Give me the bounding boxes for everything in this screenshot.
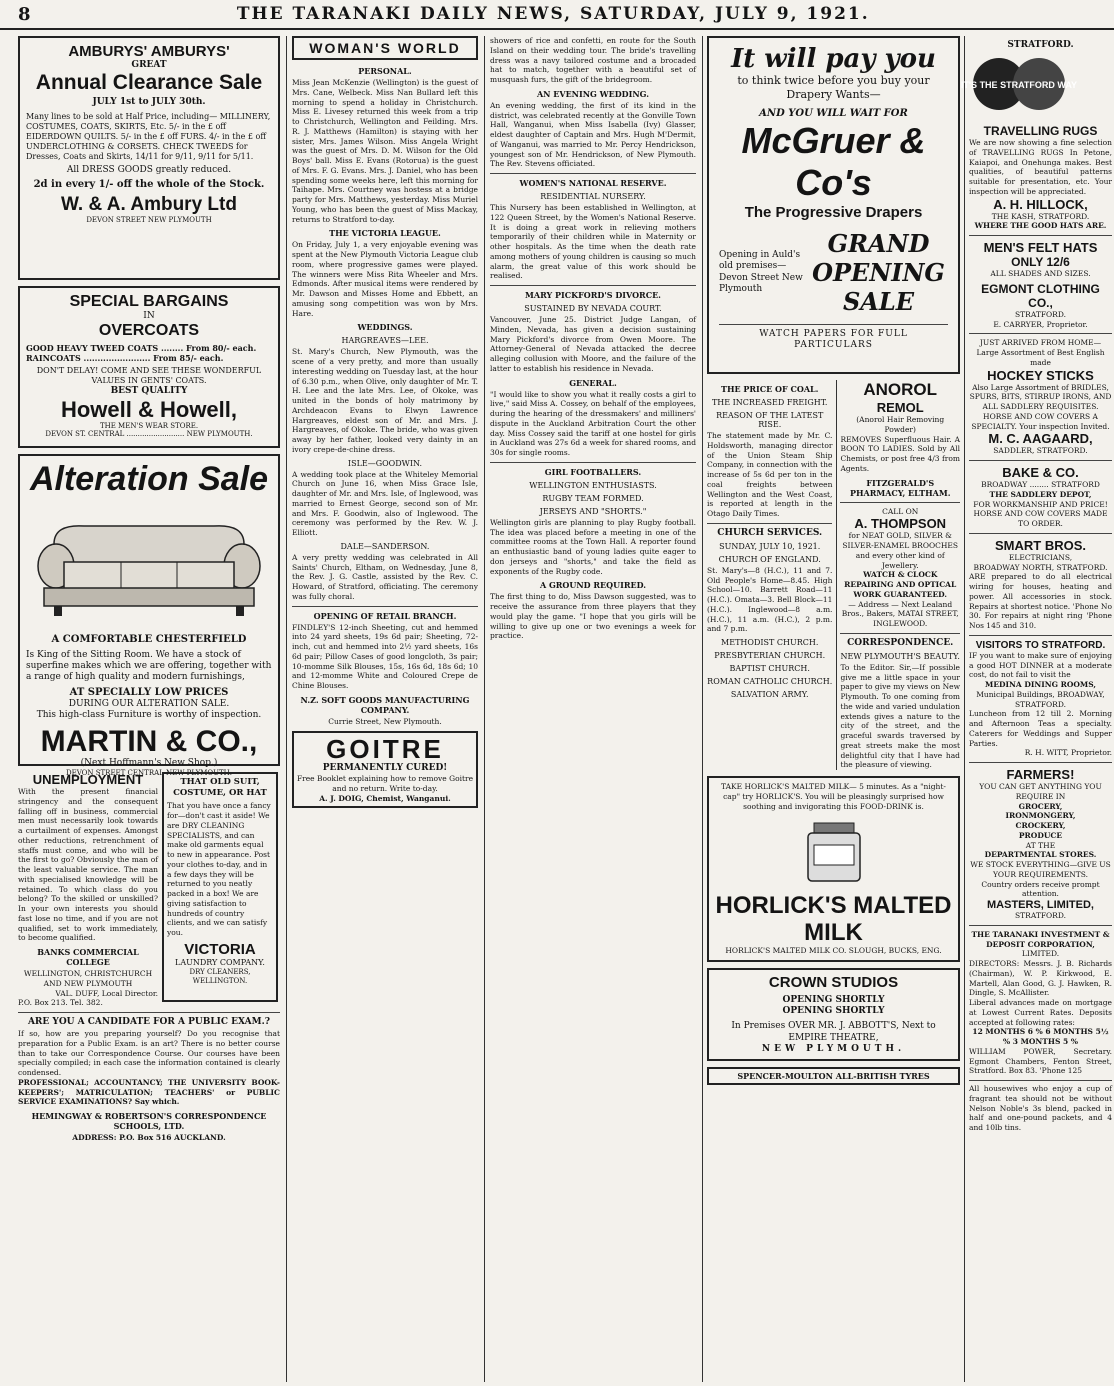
article-subheading: ROMAN CATHOLIC CHURCH. bbox=[707, 677, 833, 686]
ad-line: AT SPECIALLY LOW PRICES bbox=[69, 686, 229, 698]
ad-body: We are now showing a fine selection of TRAVELLING RUGS In Petone, Kaiapoi, and Onehunga makes. Best qualities, of beautiful patterns suitable for presentation, etc. Your inspection will be appreciated. bbox=[969, 138, 1112, 196]
horlicks-jar-icon bbox=[774, 815, 894, 885]
ad-line: DURING OUR ALTERATION SALE. bbox=[68, 699, 230, 710]
price: ONLY 12/6 bbox=[1011, 255, 1070, 269]
product-line: GROCERY, bbox=[1018, 801, 1063, 811]
column-5-stratford bbox=[960, 36, 1112, 1382]
article-heading: WEDDINGS. bbox=[357, 322, 413, 333]
grand-opening-sale: GRAND OPENING SALE bbox=[812, 229, 945, 316]
ad-body: If so, how are you preparing yourself? Do you recognise that preparation for a Public Exam. is an art? There is no better course than to take our Correspondence Course. Our courses have been specially compiled; in each case the information contained is clearly condensed. bbox=[18, 1029, 280, 1077]
firm-name-line: LAUNDRY COMPANY. bbox=[175, 957, 265, 967]
page-number: 8 bbox=[18, 3, 31, 25]
firm-proprietor: R. H. WITT, Proprietor. bbox=[1024, 748, 1112, 758]
ad-body: Many lines to be sold at Half Price, including— MILLINERY, COSTUMES, COATS, SKIRTS, Etc. 5/- in the £ off EIDERDOWN QUILTS. 5/- in the £ off FURS. 4/- in the £ off UNDERCLOTHING & CORSETS. CHECK TWEEDS for Dresses, Coats and Skirts, 14/11 for 9/11, 9/11 for 5/11. bbox=[26, 111, 271, 161]
masthead bbox=[0, 0, 1114, 30]
section-header bbox=[292, 36, 478, 60]
price-line: GOOD HEAVY TWEED COATS ........ From 80/- each. bbox=[26, 343, 257, 354]
article-heading: CHURCH SERVICES. bbox=[717, 527, 823, 538]
victoria-laundry-ad bbox=[162, 772, 278, 1002]
article-body: An evening wedding, the first of its kind in the district, was celebrated recently at the Gonville Town Hall, Wanganui, when Miss Isabella (Ivy) Glasser, eldest daughter of Captain and Mrs. Hugh M'Dermit, of Wanganui, was married to Mr. Percy Hendrickson, youngest son of Mr. Hendrickson, of New Plymouth. The Rev. Stevens officiated. bbox=[490, 100, 696, 169]
article-body: On Friday, July 1, a very enjoyable evening was spent at the New Plymouth Victoria League club room, where progressive games were played. The winners were Miss Rita Wheeler and Mrs. Edmonds. After musical items were rendered by Mr. Dawson and Misses Home and Ebbett, an amusing song competition was won by Mrs. Hare. bbox=[292, 240, 478, 318]
ad-line: Country orders receive prompt attention. bbox=[981, 879, 1100, 899]
firm-name: A. THOMPSON bbox=[854, 516, 947, 532]
mcgruer-ad bbox=[707, 36, 960, 374]
article-heading: GENERAL. bbox=[569, 377, 617, 388]
ad-body: IF you want to make sure of enjoying a good HOT DINNER at a moderate cost, do not fail to visit the bbox=[969, 650, 1112, 680]
ad-title: HOCKEY STICKS bbox=[987, 367, 1094, 383]
article-subheading: SALVATION ARMY. bbox=[730, 690, 809, 699]
column-4 bbox=[702, 36, 960, 1382]
spencer-moulton-ad bbox=[707, 1067, 960, 1085]
firm-address: SADDLER, STRATFORD. bbox=[993, 446, 1088, 456]
firm-address: BROADWAY ........ STRATFORD bbox=[981, 480, 1100, 489]
ad-line: DON'T DELAY! COME AND SEE THESE WONDERFUL VALUES IN GENTS' COATS. bbox=[36, 366, 262, 386]
article-subheading: HARGREAVES—LEE. bbox=[341, 336, 429, 346]
ad-title: ANOROL bbox=[863, 380, 938, 399]
firm-name: MARTIN & CO., bbox=[40, 724, 258, 758]
article-body: "I would like to show you what it really costs a girl to live," said Miss A. Cossey, on behalf of the employees, during the hearing of the dressmakers' and milliners' dispute in the Auckland Arbitration Court the other day. Miss Cossey said the tariff at one hostel for girls in Auckland was 27s 6d a week for shared rooms, and 30s for single rooms. bbox=[490, 389, 696, 457]
article-heading: A GROUND REQUIRED. bbox=[539, 580, 647, 591]
firm-address: DEVON STREET NEW PLYMOUTH bbox=[86, 216, 212, 225]
article-subheading: WELLINGTON ENTHUSIASTS. bbox=[529, 480, 657, 490]
chesterfield-sofa-illustration bbox=[34, 504, 264, 624]
firm-tagline: The Progressive Drapers bbox=[744, 204, 923, 221]
ad-title: TRAVELLING RUGS bbox=[983, 124, 1098, 138]
article-subheading: BAPTIST CHURCH. bbox=[729, 664, 810, 673]
article-heading: AN EVENING WEDDING. bbox=[536, 88, 650, 99]
firm-address: DEVON ST. CENTRAL .......................... NEW PLYMOUTH. bbox=[45, 430, 253, 439]
firm-address: DEVON STREET CENTRAL NEW PLYMOUTH. bbox=[65, 768, 233, 777]
firm-name: MASTERS, LIMITED, bbox=[987, 899, 1094, 911]
ad-body: Is King of the Sitting Room. We have a stock of superfine makes which we are offering, together with a range of high quality and modern furnishings, bbox=[26, 649, 272, 683]
article-subheading: RUGBY TEAM FORMED. bbox=[542, 493, 644, 503]
ad-subheading: to think twice before you buy your Drapery Wants— bbox=[737, 74, 930, 101]
article-body: showers of rice and confetti, en route for the South Island on their wedding tour. The bride's travelling dress was a navy tailored costume and a brocaded hat to match, together with a beautiful set of musquash furs, the gift of the bridegroom. bbox=[490, 36, 696, 84]
column-4-split bbox=[707, 380, 960, 770]
ad-title: THAT OLD SUIT, COSTUME, OR HAT bbox=[173, 777, 267, 798]
firm-name: VICTORIA bbox=[184, 940, 256, 958]
column-1-ads bbox=[18, 36, 280, 1382]
ad-line: OPENING SHORTLY bbox=[782, 1006, 885, 1017]
ad-line: WATCH PAPERS FOR FULL PARTICULARS bbox=[719, 324, 948, 352]
opening-address: Opening in Auld's old premises— Devon Street New Plymouth bbox=[719, 250, 803, 294]
product-line: IRONMONGERY, bbox=[1005, 811, 1076, 821]
tea-notice: All housewives who enjoy a cup of fragrant tea should not be without Nelson Noble's 3s blend, packed in half and one-pound packets, and 4 and 10lb tins. bbox=[969, 1084, 1112, 1132]
firm-address: DRY CLEANERS, WELLINGTON. bbox=[189, 967, 251, 985]
ad-body: FOR WORKMANSHIP AND PRICE! HORSE AND COW COVERS MADE TO ORDER. bbox=[973, 499, 1108, 528]
article-body: To the Editor. Sir,—If possible give me a little space in your paper to give my views on New Plymouth. To one coming from the wide and varied undulation extends gives a nature to the city of the street, and the graceful swards traversed by great streets make the most delightful city that I have had the pleasure of viewing. bbox=[840, 662, 960, 770]
ad-title: Alteration Sale bbox=[29, 460, 269, 498]
firm-trade: ELECTRICIANS, bbox=[1008, 552, 1073, 562]
firm-name: MEDINA DINING ROOMS, bbox=[985, 680, 1096, 689]
firm-name: N.Z. SOFT GOODS MANUFACTURING COMPANY. bbox=[300, 694, 470, 715]
article-subheading: DALE—SANDERSON. bbox=[340, 541, 430, 551]
ad-title: OPENING OF RETAIL BRANCH. bbox=[313, 610, 457, 621]
directors: DIRECTORS: Messrs. J. B. Richards (Chairman), W. P. Kirkwood, E. Martell, Alan Good, G. J. Hawken, R. Dingle, S. McAllister. bbox=[969, 959, 1112, 998]
article-subheading: METHODIST CHURCH. bbox=[721, 638, 819, 647]
article-subheading: SUNDAY, JULY 10, 1921. bbox=[719, 541, 821, 551]
article-body: This Nursery has been established in Wellington, at 122 Queen Street, by the Women's National Reserve. It is doing a great work in relieving mothers temporarily of their children while in Maternity or other hospitals. As the time when the death rate among mothers of young children is causing so much alarm, the great value of this work should be realised. bbox=[490, 203, 696, 281]
exam-ad bbox=[18, 1017, 280, 1143]
ad-title: MEN'S FELT HATS bbox=[983, 240, 1098, 255]
deposit-rates: 12 MONTHS 6 % 6 MONTHS 5½ % 3 MONTHS 5 % bbox=[972, 1027, 1109, 1046]
horlicks-ad bbox=[707, 776, 960, 962]
column-4-left bbox=[707, 380, 832, 770]
section-title: WOMAN'S WORLD bbox=[309, 40, 461, 56]
article-body: Wellington girls are planning to play Rugby football. The idea was placed before a meeting in one of the committee rooms at the Town Hall. A reporter found an enthusiastic band of young ladies quite eager to don jerseys and "shorts," and take the field as exponents of the Rugby code. bbox=[490, 517, 696, 576]
ad-body: That you have once a fancy for—don't cast it aside! We are DRY CLEANING SPECIALISTS, and can make old garments equal to new in appearance. Post your clothes to-day, and in a few days they will be returned to you neatly packed in a box! We are giving satisfaction to hundreds of country clients, and we can satisfy you. bbox=[167, 801, 271, 937]
section-title: STRATFORD. bbox=[1007, 40, 1074, 50]
felt-hats-ad bbox=[969, 236, 1112, 334]
ad-body: Luncheon from 12 till 2. Morning and Afternoon Teas a specialty. Caterers for Weddings and Supper Parties. bbox=[969, 709, 1112, 748]
opening-row bbox=[719, 229, 948, 316]
logo-text: IT'S THE STRATFORD WAY bbox=[960, 80, 1078, 90]
article-heading: WOMEN'S NATIONAL RESERVE. bbox=[519, 178, 667, 188]
article-subheading: NEW PLYMOUTH'S BEAUTY. bbox=[840, 651, 960, 661]
ad-title: Annual Clearance Sale bbox=[35, 71, 263, 95]
product-line: PRODUCE bbox=[1018, 830, 1063, 840]
article-body: St. Mary's Church, New Plymouth, was the scene of a very pretty, and more than usually interesting wedding on Tuesday last, at the hour of 6.30 p.m., when Olive, only daughter of Mr. T. H. Lee and the late Mrs. Lee, of Okoke, was united in the bonds of holy matrimony by Archdeacon Evans to Elwyn Lawrence Hargreaves, eldest son of Mr. and Mrs. J. Hargreaves, of Okoke. The bride, who was given away by her father, looked very dainty in an ivory crepe-de-chine dress. bbox=[292, 347, 478, 454]
ad-heading: AMBURYS' AMBURYS' bbox=[68, 43, 230, 60]
amburys-ad bbox=[18, 36, 280, 280]
firm-name: CROWN STUDIOS bbox=[768, 973, 899, 991]
sale-dates: JULY 1st to JULY 30th. bbox=[92, 97, 206, 108]
article-subheading: JERSEYS AND "SHORTS." bbox=[539, 506, 647, 516]
article-body: Vancouver, June 25. District Judge Langan, of Minden, Nevada, has given a decision sustaining Mary Pickford's divorce from Owen Moore. The Attorney-General of Nevada attacked the decree alleging collusion with Moore, and the failure of the latter to establish his residence in Nevada. bbox=[490, 315, 696, 373]
hockey-sticks-ad bbox=[969, 334, 1112, 461]
firm-name: Howell & Howell, bbox=[60, 396, 238, 422]
firm-name: HORLICK'S MALTED MILK CO. SLOUGH, BUCKS, ENG. bbox=[725, 946, 942, 956]
ad-address: In Premises OVER MR. J. ABBOTT'S, Next to EMPIRE THEATRE, bbox=[731, 1021, 936, 1043]
ad-list: PROFESSIONAL; ACCOUNTANCY; THE UNIVERSITY BOOK-KEEPERS'; MATRICULATION; TEACHERS' or PUBLIC SERVICE EXAMINATIONS? Say which. bbox=[18, 1077, 280, 1107]
medina-ad bbox=[969, 636, 1112, 763]
ad-line: JUST ARRIVED FROM HOME— Large Assortment of Best English made bbox=[976, 338, 1105, 367]
firm-address: THE KASH, STRATFORD. bbox=[991, 211, 1090, 221]
ad-line: AT THE bbox=[1025, 840, 1056, 850]
ad-body: Free Booklet explaining how to remove Goitre and no return. Write to-day. bbox=[296, 774, 474, 794]
ad-title: SPENCER-MOULTON ALL-BRITISH TYRES bbox=[737, 1071, 930, 1082]
column-3-articles bbox=[484, 36, 696, 1382]
ad-body: Liberal advances made on mortgage at Lowest Current Rates. Deposits accepted at following rates: bbox=[969, 998, 1112, 1027]
goitre-ad bbox=[292, 731, 478, 808]
firm-tagline: THE MEN'S WEAR STORE. bbox=[99, 421, 199, 430]
ad-subheading: PERMANENTLY CURED! bbox=[322, 763, 448, 774]
firm-address: WELLINGTON, CHRISTCHURCH AND NEW PLYMOUTH bbox=[23, 969, 153, 988]
article-subheading: THE INCREASED FREIGHT. bbox=[711, 398, 828, 407]
firm-name: THE TARANAKI INVESTMENT & DEPOSIT CORPORATION, bbox=[971, 929, 1110, 949]
ad-title: HORLICK'S MALTED MILK bbox=[715, 892, 952, 946]
firm-name: EGMONT CLOTHING CO., bbox=[981, 281, 1100, 310]
ad-title: GOITRE bbox=[326, 733, 444, 764]
firm-name-line: LIMITED. bbox=[1021, 949, 1060, 959]
article-subheading: RESIDENTIAL NURSERY. bbox=[540, 192, 646, 201]
ad-subheading: GREAT bbox=[131, 60, 167, 70]
lower-ads-row bbox=[18, 772, 280, 1008]
ad-subheading: REMOL bbox=[876, 400, 924, 415]
firm-address: BROADWAY NORTH, STRATFORD. bbox=[973, 562, 1108, 572]
article-body: The first thing to do, Miss Dawson suggested, was to receive the assurance from three players that they would play the game. "I hope that you girls will be willing to give up one or two evenings a week for practice. bbox=[490, 592, 696, 641]
firm-name: M. C. AAGAARD, bbox=[988, 431, 1093, 447]
ad-line: WE STOCK EVERYTHING—GIVE US YOUR REQUIREMENTS. bbox=[970, 860, 1111, 879]
article-subheading: CHURCH OF ENGLAND. bbox=[718, 554, 821, 564]
firm-name: W. & A. Ambury Ltd bbox=[61, 194, 237, 216]
column-4-right bbox=[836, 380, 960, 770]
firm-contact: P.O. Box 213. Tel. 382. bbox=[18, 998, 103, 1008]
firm-name: FITZGERALD'S PHARMACY, ELTHAM. bbox=[849, 477, 951, 498]
article-body: The statement made by Mr. C. Holdsworth, managing director of the Union Steam Ship Company, in connection with the increase of 5s 6d per ton in the coal freights between Wellington and the West Coast, is reported at length in the Otago Daily Times. bbox=[707, 431, 833, 518]
crown-studios-ad bbox=[707, 968, 960, 1061]
ad-line: WATCH & CLOCK REPAIRING AND OPTICAL WORK GUARANTEED. bbox=[844, 570, 957, 599]
ad-title: ARE YOU A CANDIDATE FOR A PUBLIC EXAM.? bbox=[27, 1017, 271, 1027]
product-line: CROCKERY, bbox=[1015, 821, 1066, 830]
ad-line: YOU CAN GET ANYTHING YOU REQUIRE IN bbox=[979, 782, 1102, 801]
ad-line: CALL ON bbox=[882, 506, 919, 516]
firm-name: A. H. HILLOCK, bbox=[993, 196, 1088, 212]
ad-body: With the present financial stringency and the consequent falling off in business, commercial men must necessarily look towards a curtailment of expenses. Amongst other reductions, retrenchment of staffs must come, and who will be the first to go? Obviously the man of the least valuable service. The man with specialised knowledge will be retained. To which class do you belong? To the skilled or unskilled? In your own interests you should fast lose no time, and if you are not qualified, set to work immediately, to become qualified. bbox=[18, 787, 158, 943]
price-line: RAINCOATS ........................ From 85/- each. bbox=[26, 353, 224, 364]
investment-corporation-ad bbox=[969, 926, 1112, 1081]
article-subheading: REASON OF THE LATEST RISE. bbox=[716, 411, 824, 429]
ad-line: 2d in every 1/- off the whole of the Stock. bbox=[33, 178, 265, 190]
article-body: A very pretty wedding was celebrated in All Saints' Church, Eltham, on Wednesday, June 8, the Rev. J. G. Castle, assisted by the Rev. C. Howard, of Stratford, officiating. The ceremony was fully choral. bbox=[292, 552, 478, 601]
column-2-womans-world bbox=[286, 36, 478, 1382]
smart-bros-ad bbox=[969, 534, 1112, 636]
unemployment-ad bbox=[18, 772, 158, 1008]
ad-title: VISITORS TO STRATFORD. bbox=[975, 639, 1106, 651]
masters-ad bbox=[969, 763, 1112, 926]
ad-line: This high-class Furniture is worthy of inspection. bbox=[36, 710, 262, 721]
firm-note: (Next Hoffmann's New Shop.) bbox=[80, 757, 218, 768]
ad-line: All DRESS GOODS greatly reduced. bbox=[66, 164, 232, 175]
stratford-way-logo bbox=[960, 54, 1078, 114]
firm-address: STRATFORD. bbox=[1015, 309, 1066, 319]
firm-tagline: THE SADDLERY DEPOT, bbox=[989, 489, 1092, 499]
ad-address-city: NEW PLYMOUTH. bbox=[761, 1043, 906, 1054]
newspaper-title: THE TARANAKI DAILY NEWS, SATURDAY, JULY 9, 1921. bbox=[236, 4, 870, 24]
firm-name: SMART BROS. bbox=[995, 537, 1086, 553]
ad-line: DEPARTMENTAL STORES. bbox=[984, 850, 1097, 860]
article-heading: THE VICTORIA LEAGUE. bbox=[329, 228, 441, 239]
ad-line: IN bbox=[143, 311, 155, 321]
bake-co-ad bbox=[969, 461, 1112, 534]
firm-name: HEMINGWAY & ROBERTSON'S CORRESPONDENCE SCHOOLS, LTD. bbox=[31, 1111, 267, 1131]
travelling-rugs-ad bbox=[969, 120, 1112, 236]
article-subheading: SUSTAINED BY NEVADA COURT. bbox=[524, 304, 662, 313]
firm-name: BANKS COMMERCIAL COLLEGE bbox=[37, 947, 139, 967]
ad-line: ALL SHADES AND SIZES. bbox=[990, 269, 1091, 278]
firm-address: — Address — Next Lealand Bros., Bakers, MATAI STREET, INGLEWOOD. bbox=[841, 599, 959, 628]
firm-tagline: WHERE THE GOOD HATS ARE. bbox=[974, 221, 1107, 231]
article-body: A wedding took place at the Whiteley Memorial Church on June 16, when Miss Grace Isle, daughter of Mr. and Mrs. Isle, of Inglewood, was married to Ernest George, second son of Mr. and Mrs. F. Goodwin, also of Inglewood. The ceremony was performed by the Rev. W. J. Elliott. bbox=[292, 469, 478, 537]
article-body: Miss Jean McKenzie (Wellington) is the guest of Mrs. Cane, Welbeck. Miss Nan Bullard left this morning to spend a holiday in Christchurch. Miss E. Livesey returned this week from a trip to Christchurch, Wellington and Feilding. Mrs. R. J. Matthews (Hamilton) is staying with her sister, Mrs. James Wilson. Miss Angela Wright was the guest of Mrs. D. M. Wilson for the Old Boys' ball. Miss E. Evans (Rotorua) is the guest of Mrs. F. G. Evans. Mrs. J. Daniel, who has been spending some weeks here, left this morning for Taihape. Mrs. Courtney was hostess at a bridge party for Mrs. Matthews, yesterday. Miss Muriel Young, who has been the guest of Miss Mackay, returns to Stratford to-day. bbox=[292, 78, 478, 224]
firm-name: McGruer & Co's bbox=[741, 120, 926, 203]
ad-line: (Anorol Hair Removing Powder) bbox=[856, 415, 945, 434]
article-subheading: ISLE—GOODWIN. bbox=[347, 458, 423, 468]
howell-ad bbox=[18, 286, 280, 448]
firm-name: A. J. DOIG, Chemist, Wanganui. bbox=[319, 793, 451, 803]
firm-contact: WILLIAM POWER, Secretary. Egmont Chambers, Fenton Street, Stratford. Box 83. 'Phone 125 bbox=[969, 1046, 1112, 1076]
ad-line: OPENING SHORTLY bbox=[782, 994, 885, 1005]
article-heading: MARY PICKFORD'S DIVORCE. bbox=[525, 290, 661, 300]
article-heading: GIRL FOOTBALLERS. bbox=[544, 466, 642, 477]
ad-line: BEST QUALITY bbox=[110, 386, 188, 397]
firm-address: Currie Street, New Plymouth. bbox=[328, 716, 442, 726]
ad-title: FARMERS! bbox=[1006, 767, 1075, 782]
ad-line: AND YOU WILL WAIT FOR bbox=[759, 107, 908, 119]
firm-name: BAKE & CO. bbox=[1002, 465, 1079, 480]
ad-body: TAKE HORLICK'S MALTED MILK— 5 minutes. As a "night-cap" try HORLICK'S. You will be pleasingly surprised how soothing and invigorating this FOOD-DRINK is. bbox=[721, 782, 946, 811]
ad-title: It will pay you bbox=[731, 44, 936, 74]
article-body: St. Mary's—8 (H.C.), 11 and 7. Old People's Home—8.45. High School—10. Barrett Road—11 (H.C.). Omata—3. Bell Block—11 (H.C.). Inglewood—8 a.m. (H.C.), 11 a.m. (H.C.), 2 p.m. and 7 p.m. bbox=[707, 565, 833, 634]
firm-address: Municipal Buildings, BROADWAY, STRATFORD. bbox=[976, 689, 1105, 709]
ad-title: UNEMPLOYMENT bbox=[32, 772, 144, 787]
ad-body: FINDLEY'S 12-inch Sheeting, cut and hemmed into 24 yard sheets, 19s 6d pair; Sheeting, 72-inch, cut and hemmed into 2½ yard sheets, 16s 6d pair; Pillow Cases of good longcloth, 3s pair; 10-momme Silk Blouses, 15s, 16s 6d, 18s 6d; 10 and 12-momme White and Coloured Crepe de Chine Blouses. bbox=[292, 622, 478, 690]
firm-address: STRATFORD. bbox=[1015, 911, 1066, 920]
ad-subheading: OVERCOATS bbox=[98, 322, 200, 340]
martin-ad bbox=[18, 454, 280, 777]
ad-subheading: A COMFORTABLE CHESTERFIELD bbox=[51, 634, 247, 646]
ad-body: for NEAT GOLD, SILVER & SILVER-ENAMEL BROOCHES and every other kind of Jewellery. bbox=[842, 531, 959, 570]
firm-address: ADDRESS: P.O. Box 516 AUCKLAND. bbox=[72, 1133, 226, 1142]
ad-body: Also Large Assortment of BRIDLES, SPURS, BITS, STIRRUP IRONS, AND ALL SADDLERY REQUISITES. HORSE AND COW COVERS A SPECIALTY. Your inspection Invited. bbox=[969, 382, 1112, 431]
ad-body: ARE prepared to do all electrical wiring for houses, heating and power. All accessories in stock. Repairs at shortest notice. 'Phone No 30. For repairs at night ring 'Phone Nos 145 and 310. bbox=[969, 572, 1112, 630]
firm-proprietor: E. CARRYER, Proprietor. bbox=[993, 319, 1088, 329]
article-heading: THE PRICE OF COAL. bbox=[721, 384, 819, 394]
ad-title: SPECIAL BARGAINS bbox=[69, 293, 229, 310]
firm-director: VAL. DUFF, Local Director. bbox=[55, 988, 158, 998]
article-heading: CORRESPONDENCE. bbox=[847, 637, 954, 648]
ad-body: REMOVES Superfluous Hair. A BOON TO LADIES. Sold by All Chemists, or post free 4/3 from Agents. bbox=[840, 434, 960, 473]
article-heading: PERSONAL. bbox=[358, 66, 412, 76]
article-subheading: PRESBYTERIAN CHURCH. bbox=[714, 651, 826, 660]
